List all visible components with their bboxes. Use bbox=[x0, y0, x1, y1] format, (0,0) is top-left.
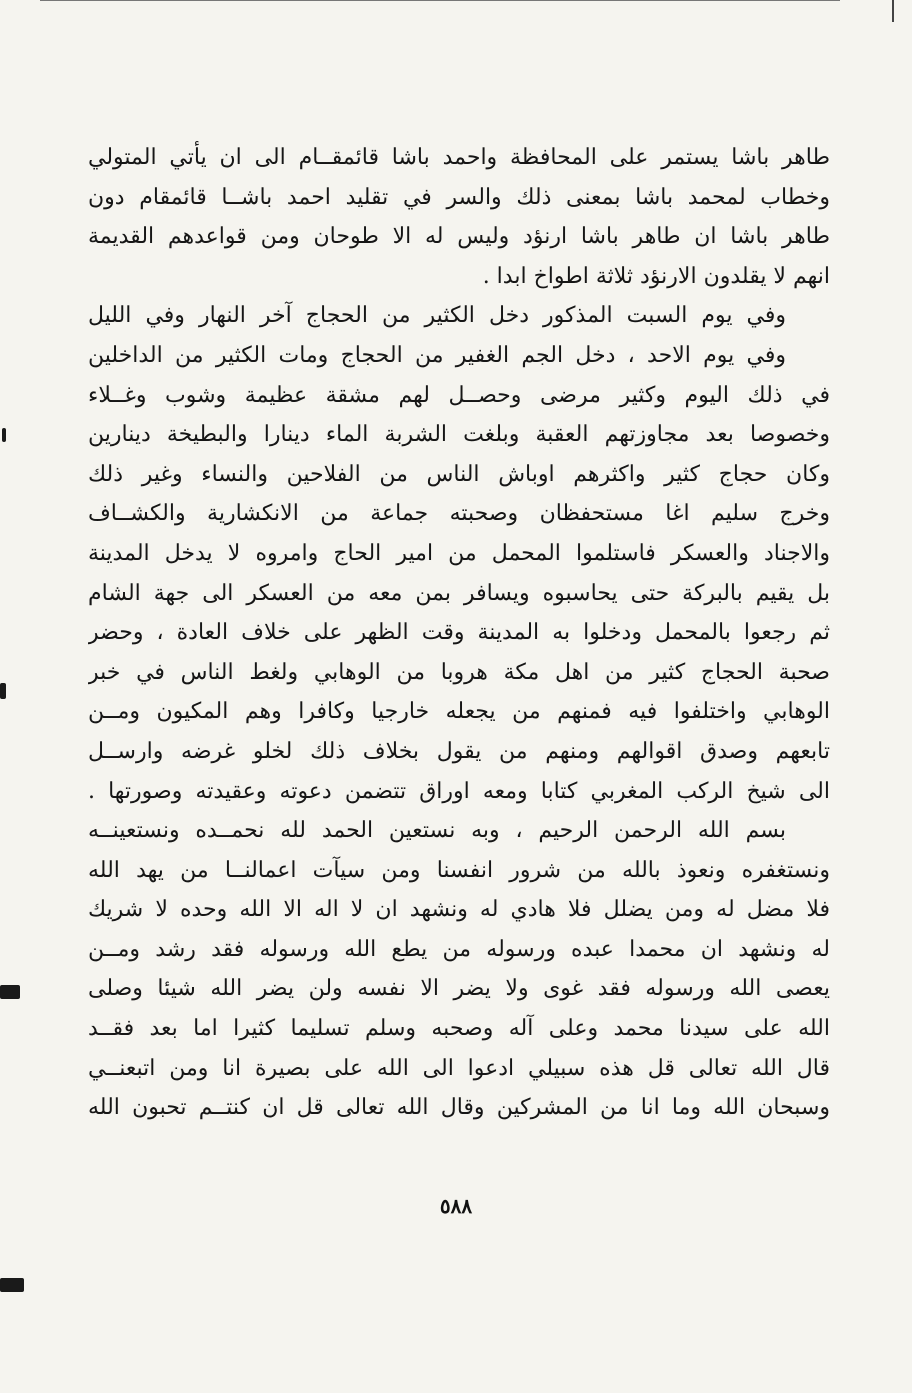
text-line: وخرج سليم اغا مستحفظان وصحبته جماعة من الانكشارية والكشــاف bbox=[88, 501, 830, 527]
text-line: طاهر باشا ان طاهر باشا ارنؤد وليس له الا طوحان ومن قواعدهم القديمة bbox=[88, 224, 830, 250]
text-line: وخصوصا بعد مجاوزتهم العقبة وبلغت الشربة الماء دينارا والبطيخة دينارين bbox=[88, 422, 830, 448]
corner-mark bbox=[892, 0, 894, 22]
text-line: تابعهم وصدق اقوالهم ومنهم من يقول بخلاف ذلك لخلو غرضه وارســل bbox=[88, 738, 830, 764]
page-number: ٥٨٨ bbox=[439, 1194, 473, 1218]
text-line: بل يقيم بالبركة حتى يحاسبوه ويسافر بمن معه من العسكر الى جهة الشام bbox=[88, 580, 830, 606]
text-line: انهم لا يقلدون الارنؤد ثلاثة اطواخ ابدا . bbox=[482, 263, 830, 289]
text-line: الله على سيدنا محمد وعلى آله وصحبه وسلم تسليما كثيرا اما بعد فقــد bbox=[88, 1016, 830, 1042]
text-line: وفي يوم السبت المذكور دخل الكثير من الحجاج آخر النهار وفي الليل bbox=[88, 303, 786, 329]
text-line: الوهابي واختلفوا فيه فمنهم من يجعله خارجيا وكافرا وهم المكيون ومــن bbox=[88, 699, 830, 725]
page-text bbox=[88, 138, 830, 1128]
text-line: ثم رجعوا بالمحمل ودخلوا به المدينة وقت الظهر على خلاف العادة ، وحضر bbox=[88, 620, 830, 646]
text-line: الى شيخ الركب المغربي كتابا ومعه اوراق تتضمن دعوته وعقيدته وصورتها . bbox=[88, 778, 830, 804]
scan-artifact bbox=[2, 428, 6, 442]
scan-artifact bbox=[0, 1278, 24, 1292]
text-line: والاجناد والعسكر فاستلموا المحمل من امير الحاج وامروه لا يدخل المدينة bbox=[88, 540, 830, 566]
text-line: صحبة الحجاج كثير من اهل مكة هروبا من الوهابي ولغط الناس في خبر bbox=[88, 659, 830, 685]
text-line: وفي يوم الاحد ، دخل الجم الغفير من الحجاج ومات الكثير من الداخلين bbox=[88, 342, 786, 368]
text-line: طاهر باشا يستمر على المحافظة واحمد باشا قائمقــام الى ان يأتي المتولي bbox=[88, 145, 830, 170]
text-line: ونستغفره ونعوذ بالله من شرور انفسنا ومن سيآت اعمالنــا من يهد الله bbox=[88, 857, 830, 883]
text-line: قال الله تعالى قل هذه سبيلي ادعوا الى الله على بصيرة انا ومن اتبعنــي bbox=[88, 1055, 830, 1081]
text-line: وخطاب لمحمد باشا بمعنى ذلك والسر في تقليد احمد باشــا قائمقام دون bbox=[88, 184, 830, 210]
text-line: له ونشهد ان محمدا عبده ورسوله من يطع الله ورسوله فقد رشد ومــن bbox=[88, 936, 830, 962]
text-line: بسم الله الرحمن الرحيم ، وبه نستعين الحمد لله نحمــده ونستعينــه bbox=[88, 818, 786, 844]
scan-artifact bbox=[0, 683, 6, 699]
text-line: فلا مضل له ومن يضلل فلا هادي له ونشهد ان لا اله الا الله وحده لا شريك bbox=[88, 897, 830, 923]
text-line: في ذلك اليوم وكثير مرضى وحصــل لهم مشقة عظيمة وشوب وغــلاء bbox=[88, 382, 830, 408]
text-line: يعصى الله ورسوله فقد غوى ولا يضر الا نفسه ولن يضر الله شيئا وصلى bbox=[88, 976, 830, 1002]
top-edge-rule bbox=[40, 0, 840, 1]
scan-artifact bbox=[0, 985, 20, 999]
text-line: وسبحان الله وما انا من المشركين وقال الله تعالى قل ان كنتــم تحبون الله bbox=[88, 1095, 830, 1121]
text-line: وكان حجاج كثير واكثرهم اوباش الناس من الفلاحين والنساء وغير ذلك bbox=[88, 461, 830, 487]
